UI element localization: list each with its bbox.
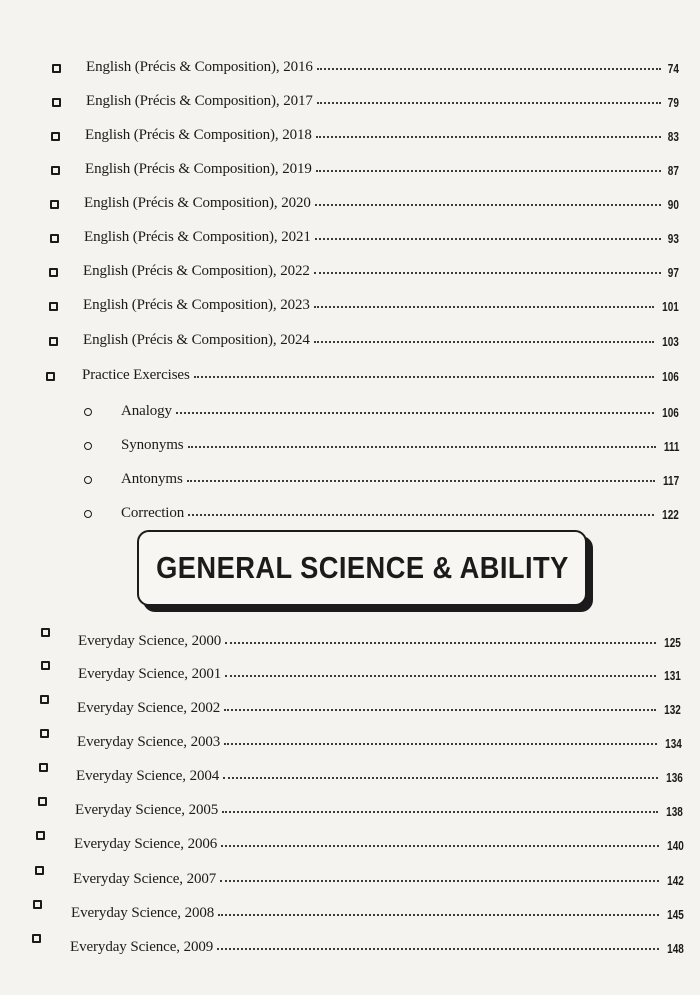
toc-entry-label: Everyday Science, 2008 — [71, 905, 215, 921]
checkbox-bullet-icon — [38, 797, 47, 806]
checkbox-bullet-icon — [49, 302, 58, 311]
toc-page-number: 103 — [662, 335, 679, 349]
toc-entry-label: Everyday Science, 2003 — [77, 734, 221, 750]
dot-leader — [223, 777, 658, 779]
toc-row — [75, 793, 683, 819]
circle-bullet-icon — [84, 408, 92, 416]
checkbox-bullet-icon — [49, 268, 58, 277]
toc-page-number: 122 — [662, 508, 679, 522]
checkbox-bullet-icon — [40, 695, 49, 704]
toc-entry-label: Everyday Science, 2000 — [78, 633, 222, 649]
toc-page-number: 148 — [667, 942, 684, 956]
toc-subentry-label: Synonyms — [121, 437, 184, 453]
toc-entry-label: English (Précis & Composition), 2024 — [83, 332, 310, 348]
toc-row — [84, 186, 679, 212]
toc-row — [83, 254, 679, 280]
toc-page-number: 87 — [667, 164, 679, 178]
checkbox-bullet-icon — [41, 628, 50, 637]
dot-leader — [224, 743, 657, 745]
toc-subrow — [121, 462, 679, 488]
checkbox-bullet-icon — [50, 234, 59, 243]
toc-row — [85, 118, 679, 144]
circle-bullet-icon — [84, 442, 92, 450]
dot-leader — [188, 446, 656, 448]
checkbox-bullet-icon — [33, 900, 42, 909]
toc-row — [83, 323, 679, 349]
toc-entry-label: Everyday Science, 2004 — [76, 768, 220, 784]
checkbox-bullet-icon — [46, 372, 55, 381]
checkbox-bullet-icon — [52, 98, 61, 107]
dot-leader — [315, 204, 661, 206]
toc-row — [71, 896, 684, 922]
dot-leader — [314, 272, 661, 274]
toc-subrow — [121, 394, 679, 420]
dot-leader — [316, 170, 661, 172]
toc-row — [86, 84, 679, 110]
toc-entry-label: English (Précis & Composition), 2023 — [83, 297, 310, 313]
checkbox-bullet-icon — [52, 64, 61, 73]
dot-leader — [317, 102, 661, 104]
toc-page-number: 125 — [664, 636, 681, 650]
toc-entry-label: Everyday Science, 2001 — [78, 666, 222, 682]
dot-leader — [224, 709, 656, 711]
toc-subentry-label: Antonyms — [121, 471, 183, 487]
toc-entry-label: Practice Exercises — [82, 367, 190, 383]
dot-leader — [315, 238, 661, 240]
dot-leader — [225, 675, 656, 677]
toc-page-number: 138 — [666, 805, 683, 819]
toc-page-number: 90 — [667, 198, 679, 212]
checkbox-bullet-icon — [50, 200, 59, 209]
toc-entry-label: Everyday Science, 2002 — [77, 700, 221, 716]
dot-leader — [317, 68, 661, 70]
toc-page-number: 131 — [664, 669, 681, 683]
toc-row — [83, 288, 679, 314]
toc-entry-label: Everyday Science, 2007 — [73, 871, 217, 887]
toc-page-number: 136 — [666, 771, 683, 785]
dot-leader — [316, 136, 661, 138]
toc-entry-label: English (Précis & Composition), 2020 — [84, 195, 311, 211]
toc-page-number: 140 — [667, 839, 684, 853]
dot-leader — [225, 642, 656, 644]
section-heading: GENERAL SCIENCE & ABILITY — [155, 550, 569, 585]
section-heading-box — [137, 530, 587, 606]
toc-row — [70, 930, 684, 956]
toc-row — [73, 862, 684, 888]
toc-row — [77, 725, 682, 751]
toc-page-number: 145 — [667, 908, 684, 922]
dot-leader — [217, 948, 659, 950]
toc-row — [82, 358, 679, 384]
toc-subentry-label: Correction — [121, 505, 185, 521]
toc-entry-label: English (Précis & Composition), 2022 — [83, 263, 310, 279]
toc-page-number: 106 — [662, 406, 679, 420]
toc-row — [76, 759, 683, 785]
toc-page-number: 106 — [662, 370, 679, 384]
toc-page-number: 111 — [663, 440, 679, 454]
toc-row — [85, 152, 679, 178]
toc-page-number: 134 — [665, 737, 682, 751]
toc-page-number: 132 — [664, 703, 681, 717]
checkbox-bullet-icon — [36, 831, 45, 840]
dot-leader — [218, 914, 659, 916]
dot-leader — [220, 880, 659, 882]
checkbox-bullet-icon — [32, 934, 41, 943]
circle-bullet-icon — [84, 476, 92, 484]
toc-row — [78, 657, 681, 683]
toc-entry-label: English (Précis & Composition), 2021 — [84, 229, 311, 245]
checkbox-bullet-icon — [49, 337, 58, 346]
toc-row — [78, 624, 681, 650]
toc-entry-label: Everyday Science, 2005 — [75, 802, 219, 818]
dot-leader — [314, 341, 654, 343]
checkbox-bullet-icon — [51, 166, 60, 175]
toc-page-number: 79 — [667, 96, 679, 110]
dot-leader — [187, 480, 655, 482]
toc-page-number: 97 — [667, 266, 679, 280]
toc-row — [74, 827, 684, 853]
dot-leader — [194, 376, 654, 378]
toc-page-number: 93 — [667, 232, 679, 246]
circle-bullet-icon — [84, 510, 92, 518]
toc-subrow — [121, 496, 679, 522]
toc-entry-label: Everyday Science, 2006 — [74, 836, 218, 852]
toc-entry-label: English (Précis & Composition), 2019 — [85, 161, 312, 177]
checkbox-bullet-icon — [51, 132, 60, 141]
toc-row — [77, 691, 681, 717]
dot-leader — [176, 412, 654, 414]
toc-page-number: 74 — [667, 62, 679, 76]
toc-subentry-label: Analogy — [121, 403, 172, 419]
toc-page-number: 142 — [667, 874, 684, 888]
toc-page-number: 83 — [667, 130, 679, 144]
dot-leader — [314, 306, 654, 308]
checkbox-bullet-icon — [41, 661, 50, 670]
dot-leader — [222, 811, 658, 813]
checkbox-bullet-icon — [40, 729, 49, 738]
checkbox-bullet-icon — [39, 763, 48, 772]
toc-row — [84, 220, 679, 246]
toc-page-number: 101 — [662, 300, 679, 314]
dot-leader — [188, 514, 654, 516]
toc-subrow — [121, 428, 679, 454]
toc-entry-label: English (Précis & Composition), 2018 — [85, 127, 312, 143]
toc-row — [86, 50, 679, 76]
checkbox-bullet-icon — [35, 866, 44, 875]
toc-entry-label: English (Précis & Composition), 2017 — [86, 93, 313, 109]
toc-entry-label: English (Précis & Composition), 2016 — [86, 59, 313, 75]
toc-entry-label: Everyday Science, 2009 — [70, 939, 214, 955]
dot-leader — [221, 845, 659, 847]
toc-page-number: 117 — [662, 474, 679, 488]
